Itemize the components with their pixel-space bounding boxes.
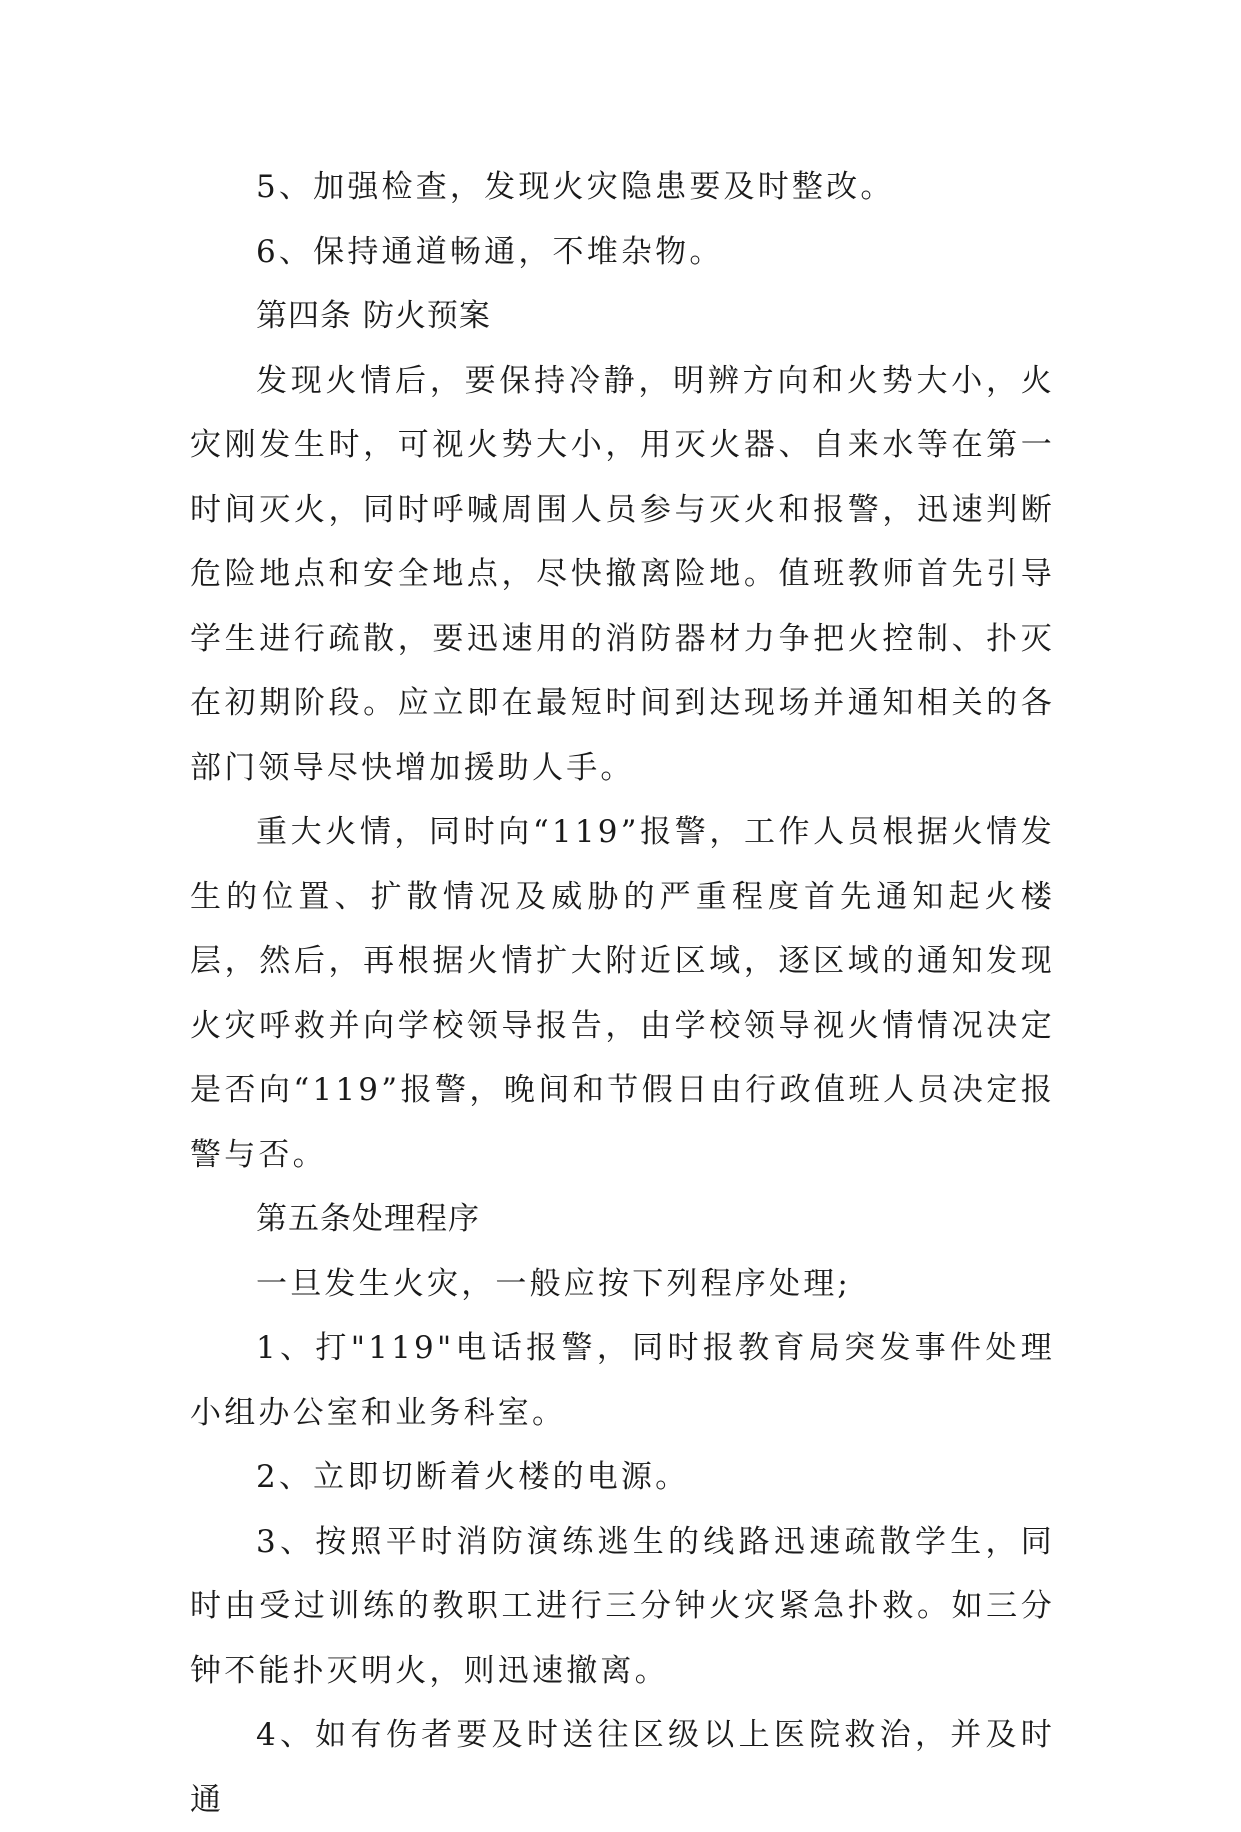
list-item-5: 5、加强检查，发现火灾隐患要及时整改。 — [256, 169, 895, 205]
procedure-step-1: 1、打"119"电话报警，同时报教育局突发事件处理小组办公室和业务科室。 — [190, 1330, 1055, 1431]
article-5-heading: 第五条处理程序 — [256, 1201, 480, 1237]
fire-plan-paragraph: 发现火情后，要保持冷静，明辨方向和火势大小，火灾刚发生时，可视火势大小，用灭火器、自来水等在第一时间灭火，同时呼喊周围人员参与灭火和报警，迅速判断危险地点和安全地点，尽快撤离险地。值班教师首先引导学生进行疏散，要迅速用的消防器材力争把火控制、扑灭在初期阶段。应立即在最短时间到达现场并通知相关的各部门领导尽快增加援助人手。 — [190, 362, 1055, 786]
article-4-heading: 第四条 防火预案 — [256, 298, 491, 334]
list-item-6: 6、保持通道畅通，不堆杂物。 — [256, 233, 724, 270]
procedure-step-2: 2、立即切断着火楼的电源。 — [256, 1459, 690, 1495]
procedure-intro: 一旦发生火灾，一般应按下列程序处理; — [256, 1265, 852, 1302]
major-fire-paragraph: 重大火情，同时向“119”报警，工作人员根据火情发生的位置、扩散情况及威胁的严重程度首先通知起火楼层，然后，再根据火情扩大附近区域，逐区域的通知发现火灾呼救并向学校领导报告，由学校领导视火情情况决定是否向“119”报警，晚间和节假日由行政值班人员决定报警与否。 — [190, 814, 1055, 1173]
procedure-step-4: 4、如有伤者要及时送往区级以上医院救治，并及时通 — [190, 1717, 1055, 1818]
procedure-step-3: 3、按照平时消防演练逃生的线路迅速疏散学生，同时由受过训练的教职工进行三分钟火灾紧急扑救。如三分钟不能扑灭明火，则迅速撤离。 — [190, 1523, 1055, 1689]
document-body — [190, 155, 1055, 1832]
